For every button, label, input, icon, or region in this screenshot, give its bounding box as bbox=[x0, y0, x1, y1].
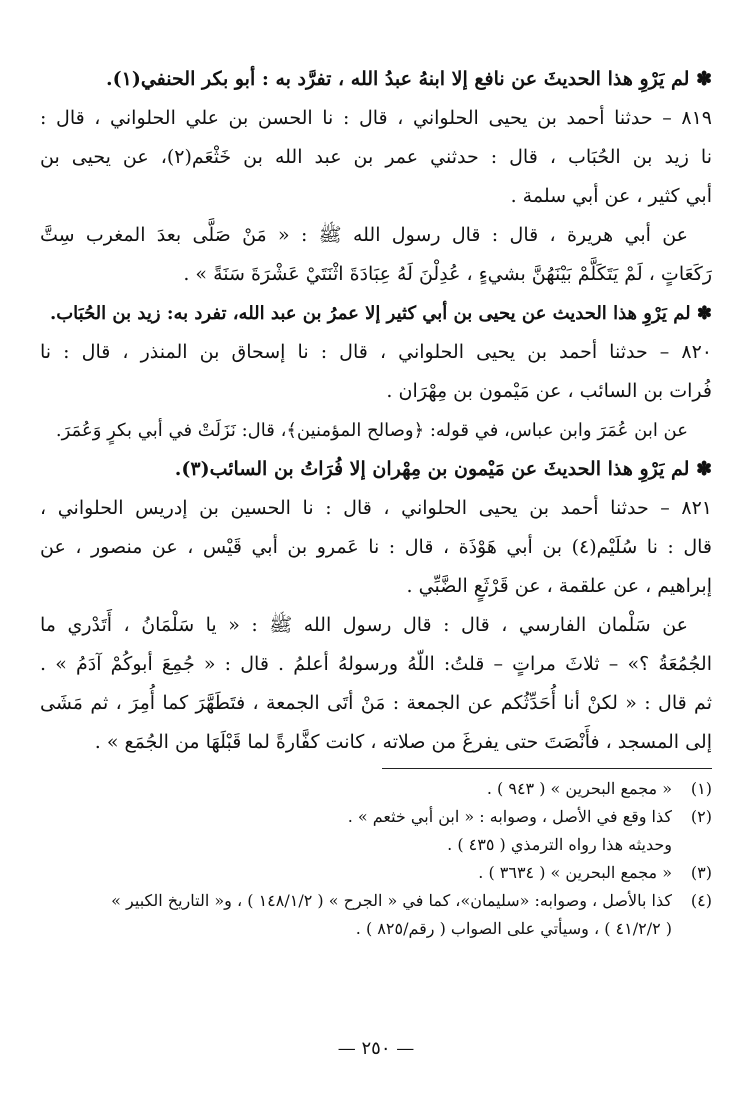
text-line: فُرات بن السائب ، عن مَيْمون بن مِهْرَان . bbox=[386, 380, 712, 402]
footnote bbox=[40, 831, 712, 859]
text-line: ٨١٩ – حدثنا أحمد بن يحيى الحلواني ، قال : نا الحسن بن علي الحلواني ، قال : bbox=[40, 107, 712, 129]
footnotes bbox=[40, 775, 712, 943]
footnote-separator bbox=[382, 768, 712, 769]
footnote-text: « مجمع البحرين » ( ٩٤٣ ) . bbox=[486, 779, 672, 798]
footnote-text: « مجمع البحرين » ( ٣٦٣٤ ) . bbox=[478, 863, 672, 882]
footnote-text: وحديثه هذا رواه الترمذي ( ٤٣٥ ) . bbox=[447, 835, 672, 854]
text-line: أبي كثير ، عن أبي سلمة . bbox=[510, 185, 712, 207]
footnote bbox=[40, 775, 712, 803]
footnote-number: (٣) bbox=[690, 863, 712, 882]
text-line: عن سَلْمان الفارسي ، قال : قال رسول الله ﷺ : « يا سَلْمَانُ ، أَتَدْري ما bbox=[40, 614, 688, 636]
footnote bbox=[40, 803, 712, 831]
text-line: رَكَعَاتٍ ، لَمْ يَتَكَلَّمْ بَيْنَهُنَّ بشيءٍ ، عُدِلْنَ لَهُ عِبَادَةَ اثْنَتَيْ عَشْرَةَ سَنَةً » . bbox=[183, 263, 712, 285]
main-text bbox=[40, 60, 712, 762]
footnote bbox=[40, 859, 712, 887]
text-line: ٨٢١ – حدثنا أحمد بن يحيى الحلواني ، قال : نا الحسين بن إدريس الحلواني ، bbox=[40, 497, 712, 519]
page-content bbox=[40, 60, 712, 943]
text-line: ✽ لم يَرْوِ هذا الحديث عن يحيى بن أبي كثير إلا عمرُ بن عبد الله، تفرد به: زيد بن الحُبَاب. bbox=[49, 303, 712, 324]
text-line: الجُمُعَةُ ؟» – ثلاثَ مراتٍ – قلتُ: اللّهُ ورسولهُ أعلمُ . قال : « جُمِعَ أبوكُمْ آدَمُ » . bbox=[40, 653, 712, 675]
footnote bbox=[40, 915, 712, 943]
footnote-text: كذا وقع في الأصل ، وصوابه : « ابن أبي خثعم » . bbox=[347, 807, 672, 826]
footnote-text: ( ٤١/٢/٢ ) ، وسيأتي على الصواب ( رقم/٨٢٥ ) . bbox=[355, 919, 672, 938]
footnote-number: (٤) bbox=[690, 891, 712, 910]
footnote bbox=[40, 887, 712, 915]
text-line: نا زيد بن الحُبَاب ، قال : حدثني عمر بن عبد الله بن خَثْعَم(٢)، عن يحيى بن bbox=[40, 146, 712, 168]
text-line: ثم قال : « لكنْ أنا أُحَدِّثُكم عن الجمعة : مَنْ أتَى الجمعة ، فتَطَهَّرَ كما أُمِرَ ، ثم مَشَى bbox=[40, 692, 712, 714]
footnote-number: (١) bbox=[690, 779, 712, 798]
text-line: ✽ لم يَرْوِ هذا الحديثَ عن نافع إلا ابنهُ عبدُ الله ، تفرَّد به : أبو بكر الحنفي(١). bbox=[106, 68, 712, 90]
text-line: عن ابن عُمَرَ وابن عباس، في قوله: ﴿وصالح المؤمنين﴾، قال: نَزَلَتْ في أبي بكرٍ وَعُمَرَ. bbox=[55, 420, 688, 441]
footnote-text: كذا بالأصل ، وصوابه: «سليمان»، كما في « الجرح » ( ١٤٨/١/٢ ) ، و« التاريخ الكبير » bbox=[111, 891, 672, 910]
text-line: قال : نا سُلَيْم(٤) بن أبي هَوْذَة ، قال : نا عَمرو بن أبي قَيْس ، عن منصور ، عن bbox=[40, 536, 712, 558]
text-line: ✽ لم يَرْوِ هذا الحديثَ عن مَيْمون بن مِهْران إلا فُرَاتُ بن السائب(٣). bbox=[174, 458, 712, 480]
footnote-number: (٢) bbox=[690, 807, 712, 826]
text-line: إبراهيم ، عن علقمة ، عن قَرْثَعٍ الضَّبِّي . bbox=[406, 575, 712, 597]
text-line: ٨٢٠ – حدثنا أحمد بن يحيى الحلواني ، قال : نا إسحاق بن المنذر ، قال : نا bbox=[40, 341, 712, 363]
page-number: — ٢٥٠ — bbox=[337, 1038, 415, 1059]
text-line: عن أبي هريرة ، قال : قال رسول الله ﷺ : « مَنْ صَلَّى بعدَ المغرب سِتَّ bbox=[40, 224, 688, 246]
text-line: إلى المسجد ، فأَنْصَتَ حتى يفرغَ من صلاته ، كانت كفَّارةً لما قَبْلَهَا من الجُمَع » . bbox=[94, 731, 712, 753]
